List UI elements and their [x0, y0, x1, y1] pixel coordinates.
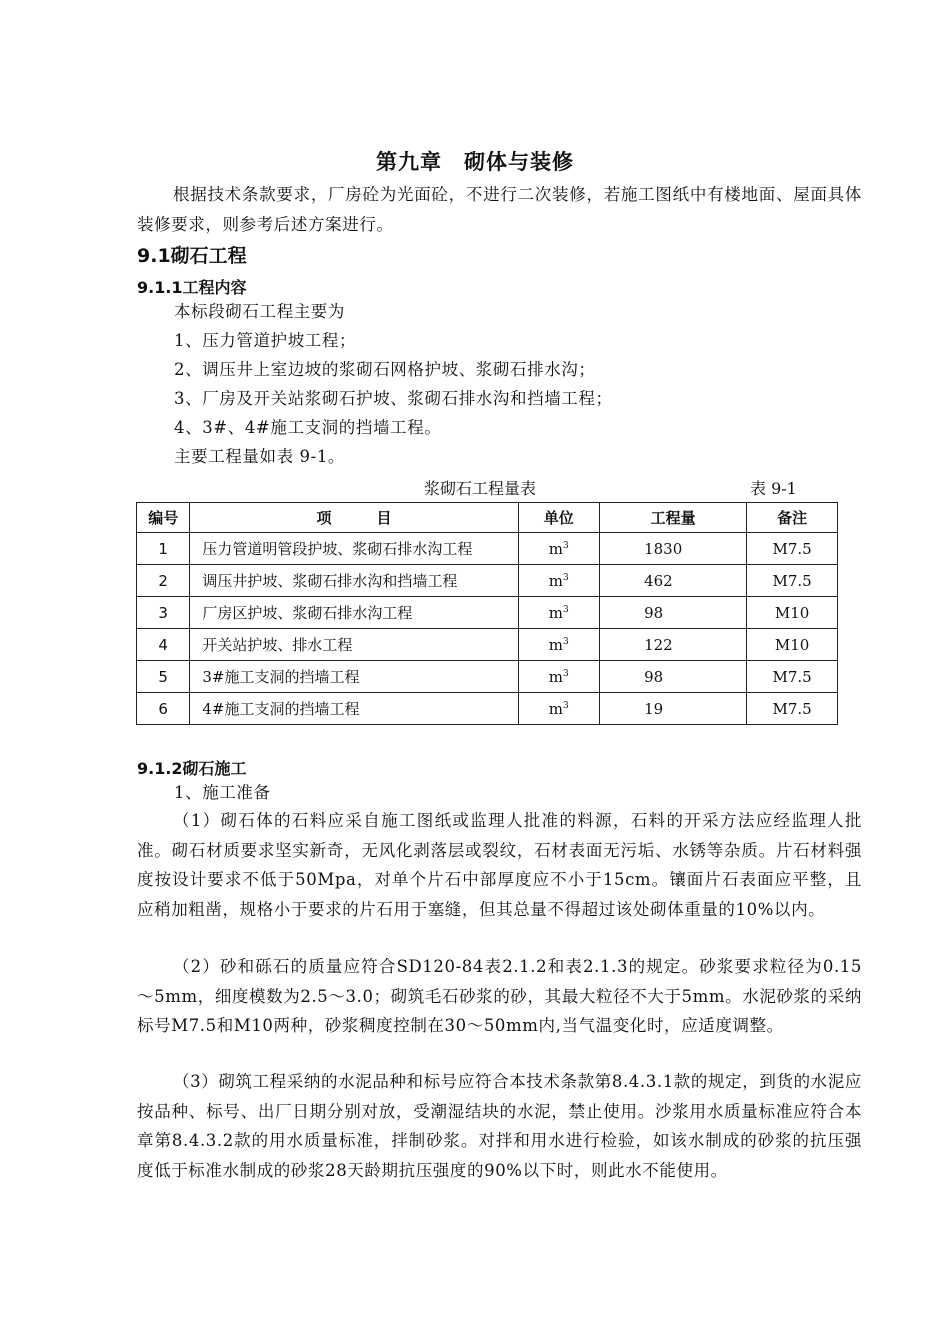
unit-exponent: 3: [563, 572, 569, 583]
unit-exponent: 3: [563, 700, 569, 711]
header-unit: 单位: [518, 503, 600, 533]
cell-no: 3: [137, 597, 190, 629]
table-row: [137, 565, 838, 597]
preparation-title: 1、施工准备: [174, 783, 271, 802]
header-remark: 备注: [747, 503, 838, 533]
unit-exponent: 3: [563, 540, 569, 551]
table-row: [137, 533, 838, 565]
cell-item: 开关站护坡、排水工程: [190, 629, 518, 661]
cell-unit: [518, 629, 600, 661]
cell-quantity: 19: [600, 693, 747, 725]
scope-intro: 本标段砌石工程主要为: [174, 302, 345, 321]
table-row: [137, 629, 838, 661]
preparation-paragraph-2: （2）砂和砾石的质量应符合SD120-84表2.1.2和表2.1.3的规定。砂浆要求粒径为0.15～5mm，细度模数为2.5～3.0；砌筑毛石砂浆的砂，其最大粒径不大于5mm。水泥砂浆的采纳标号M7.5和M10两种，砂浆稠度控制在30～50mm内,当气温变化时，应适度调整。: [137, 957, 862, 1035]
cell-unit: [518, 693, 600, 725]
cell-no: 5: [137, 661, 190, 693]
unit-text: m: [548, 571, 564, 590]
chapter-title: 第九章 砌体与装修: [376, 150, 574, 174]
section-heading-9-1-2: 9.1.2砌石施工: [137, 759, 247, 778]
cell-quantity: 122: [600, 629, 747, 661]
unit-text: m: [548, 667, 564, 686]
scope-item-4: 4、3#、4#施工支洞的挡墙工程。: [174, 418, 442, 437]
cell-item: 厂房区护坡、浆砌石排水沟工程: [190, 597, 518, 629]
table-header-row: [137, 503, 838, 533]
header-no: 编号: [137, 503, 190, 533]
cell-remark: M7.5: [747, 693, 838, 725]
cell-quantity: 98: [600, 597, 747, 629]
unit-text: m: [548, 539, 564, 558]
cell-no: 6: [137, 693, 190, 725]
cell-unit: [518, 533, 600, 565]
intro-paragraph: 根据技术条款要求，厂房砼为光面砼，不进行二次装修，若施工图纸中有楼地面、屋面具体装修要求，则参考后述方案进行。: [137, 185, 862, 234]
unit-text: m: [548, 699, 564, 718]
table-row: [137, 693, 838, 725]
table-row: [137, 661, 838, 693]
cell-remark: M10: [747, 597, 838, 629]
unit-text: m: [548, 603, 564, 622]
cell-item: 4#施工支洞的挡墙工程: [190, 693, 518, 725]
unit-exponent: 3: [563, 604, 569, 615]
table-reference: 主要工程量如表 9-1。: [174, 447, 346, 466]
quantity-table: [136, 502, 838, 725]
cell-unit: [518, 597, 600, 629]
cell-no: 4: [137, 629, 190, 661]
scope-item-3: 3、厂房及开关站浆砌石护坡、浆砌石排水沟和挡墙工程；: [174, 389, 613, 408]
cell-remark: M7.5: [747, 661, 838, 693]
cell-remark: M7.5: [747, 533, 838, 565]
table-caption: 浆砌石工程量表: [424, 479, 537, 498]
cell-remark: M10: [747, 629, 838, 661]
scope-item-2: 2、调压井上室边坡的浆砌石网格护坡、浆砌石排水沟；: [174, 360, 596, 379]
unit-exponent: 3: [563, 668, 569, 679]
preparation-paragraph-3: （3）砌筑工程采纳的水泥品种和标号应符合本技术条款第8.4.3.1款的规定，到货的水泥应按品种、标号、出厂日期分别对放，受潮湿结块的水泥，禁止使用。沙浆用水质量标准应符合本章第8.4.3.2款的用水质量标准，拌制砂浆。对拌和用水进行检验，如该水制成的砂浆的抗压强度低于标准水制成的砂浆28天龄期抗压强度的90%以下时，则此水不能使用。: [137, 1072, 862, 1180]
cell-no: 2: [137, 565, 190, 597]
unit-exponent: 3: [563, 636, 569, 647]
cell-quantity: 462: [600, 565, 747, 597]
cell-item: 压力管道明管段护坡、浆砌石排水沟工程: [190, 533, 518, 565]
cell-remark: M7.5: [747, 565, 838, 597]
cell-item: 3#施工支洞的挡墙工程: [190, 661, 518, 693]
cell-quantity: 98: [600, 661, 747, 693]
cell-quantity: 1830: [600, 533, 747, 565]
section-heading-9-1-1: 9.1.1工程内容: [137, 278, 247, 297]
cell-unit: [518, 565, 600, 597]
cell-no: 1: [137, 533, 190, 565]
cell-unit: [518, 661, 600, 693]
header-quantity: 工程量: [600, 503, 747, 533]
table-number: 表 9-1: [750, 479, 797, 498]
cell-item: 调压井护坡、浆砌石排水沟和挡墙工程: [190, 565, 518, 597]
unit-text: m: [548, 635, 564, 654]
table-row: [137, 597, 838, 629]
preparation-paragraph-1: （1）砌石体的石料应采自施工图纸或监理人批准的料源，石料的开采方法应经监理人批准。砌石材质要求坚实新奇，无风化剥落层或裂纹，石材表面无污垢、水锈等杂质。片石材料强度按设计要求不低于50Mpa，对单个片石中部厚度应不小于15cm。镶面片石表面应平整，且应稍加粗凿，规格小于要求的片石用于塞缝，但其总量不得超过该处砌体重量的10%以内。: [137, 811, 862, 919]
header-item: 项 目: [190, 503, 518, 533]
section-heading-9-1: 9.1砌石工程: [137, 245, 247, 267]
scope-item-1: 1、压力管道护坡工程；: [174, 331, 357, 350]
